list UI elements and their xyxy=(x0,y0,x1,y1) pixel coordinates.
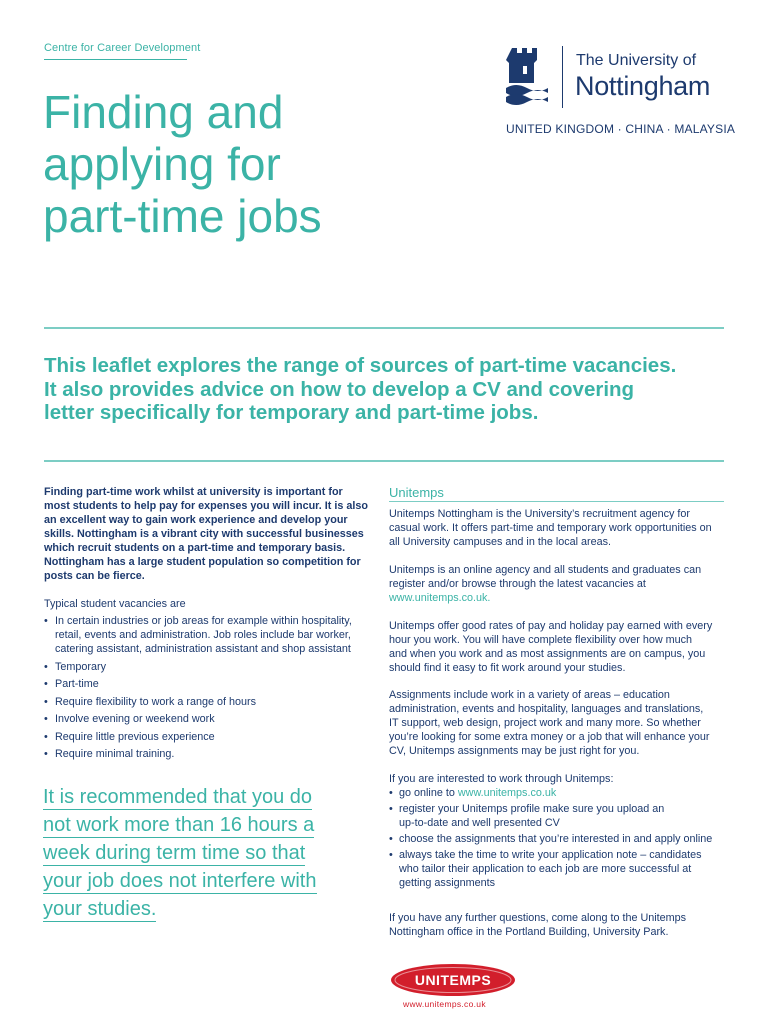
paragraph-line: casual work. It offers part-time and temporary work opportunities on xyxy=(389,522,712,534)
list-item-line: getting assignments xyxy=(399,877,496,889)
list-item xyxy=(44,677,374,691)
intro-line: letter specifically for temporary and part-time jobs. xyxy=(44,401,539,424)
unitemps-steps-list xyxy=(389,786,734,892)
list-item xyxy=(44,660,374,674)
paragraph-line: CV, Unitemps assignments may be just right for you. xyxy=(389,745,640,757)
lead-line: Nottingham has a large student population so competition for xyxy=(44,556,361,568)
unitemps-heading-underline xyxy=(389,501,724,502)
paragraph-line: Unitemps is an online agency and all students and graduates can xyxy=(389,564,702,576)
step-text: go online to xyxy=(399,787,458,799)
unitemps-link[interactable]: www.unitemps.co.uk. xyxy=(389,592,491,604)
list-item-line: • choose the assignments that you’re interested in and apply online xyxy=(399,833,713,845)
divider-bottom xyxy=(44,460,724,462)
unitemps-paragraph-3 xyxy=(389,619,734,675)
unitemps-paragraph-1 xyxy=(389,507,734,549)
unitemps-link[interactable]: www.unitemps.co.uk xyxy=(457,787,557,799)
paragraph-line: IT support, web design, project work and many more. So whether xyxy=(389,717,701,729)
lead-line: posts can be fierce. xyxy=(44,570,145,582)
logo-text-line2: Nottingham xyxy=(575,71,711,101)
list-item xyxy=(44,730,374,744)
list-item xyxy=(44,747,374,761)
department-label: Centre for Career Development xyxy=(44,42,201,54)
lead-line: an excellent way to gain work experience and develop your xyxy=(44,514,348,526)
quote-line: your job does not interfere with xyxy=(43,870,317,892)
pull-quote xyxy=(43,784,373,924)
quote-line: your studies. xyxy=(43,898,157,920)
paragraph-line: you’re looking for some extra money or a job that will enhance your xyxy=(389,731,710,743)
quote-line: It is recommended that you do xyxy=(43,786,313,808)
paragraph-line: administration, events and hospitality, languages and translations, xyxy=(389,703,704,715)
paragraph-line: register and/or browse through the latest vacancies at xyxy=(389,578,646,590)
paragraph-line: should find it easy to fit work around your studies. xyxy=(389,662,626,674)
lead-line: which recruit students on a part-time and temporary basis. xyxy=(44,542,346,554)
lead-line: most students to help pay for expenses you will incur. It is also xyxy=(44,500,368,512)
vacancies-list xyxy=(44,614,374,765)
paragraph-line: and when you work and as most assignments are on campus, you xyxy=(389,648,706,660)
logo-tagline: UNITED KINGDOM · CHINA · MALAYSIA xyxy=(506,122,736,136)
list-item xyxy=(389,802,734,830)
paragraph-line: Assignments include work in a variety of areas – education xyxy=(389,689,670,701)
list-item-line: • Part-time xyxy=(55,678,99,690)
list-item xyxy=(389,848,734,890)
lead-paragraph xyxy=(44,485,374,583)
list-item xyxy=(389,832,734,846)
castle-crest-icon xyxy=(504,44,550,108)
unitemps-logo-text: UNITEMPS xyxy=(414,972,492,988)
list-item-line: • always take the time to write your application note – candidates xyxy=(399,849,702,861)
unitemps-heading: Unitemps xyxy=(389,485,444,500)
unitemps-logo xyxy=(389,962,517,998)
quote-line: week during term time so that xyxy=(43,842,306,864)
logo-divider xyxy=(562,46,563,108)
divider-top xyxy=(44,327,724,329)
paragraph-line: Unitemps offer good rates of pay and holiday pay earned with every xyxy=(389,620,713,632)
unitemps-paragraph-4 xyxy=(389,688,734,758)
lead-line: skills. Nottingham is a vibrant city with successful businesses xyxy=(44,528,364,540)
vacancies-label: Typical student vacancies are xyxy=(44,598,186,610)
list-item-line: • Require little previous experience xyxy=(55,730,215,743)
lead-line: Finding part-time work whilst at university is important for xyxy=(44,486,343,498)
page-title xyxy=(43,86,322,242)
list-item-line: • In certain industries or job areas for example within hospitality, xyxy=(55,615,352,627)
list-item xyxy=(44,695,374,709)
unitemps-paragraph-2 xyxy=(389,563,734,605)
list-item-line: • Involve evening or weekend work xyxy=(55,713,215,725)
title-line: part-time jobs xyxy=(43,190,322,242)
paragraph-line: If you have any further questions, come along to the Unitemps xyxy=(389,912,687,924)
list-item-line: • register your Unitemps profile make sure you upload an xyxy=(399,803,665,815)
unitemps-paragraph-contact xyxy=(389,911,734,939)
title-line: Finding and xyxy=(43,86,284,138)
list-item-line: catering assistant, administration assistant and shop assistant xyxy=(55,643,351,655)
list-item-line xyxy=(399,786,734,800)
paragraph-line: hour you work. You will have complete flexibility over how much xyxy=(389,634,693,646)
list-item-line: • Require flexibility to work a range of hours xyxy=(55,695,257,708)
list-item-line: • Require minimal training. xyxy=(55,748,175,760)
list-item-line: up-to-date and well presented CV xyxy=(399,817,560,829)
unitemps-steps-intro: If you are interested to work through Unitemps: xyxy=(389,773,614,785)
intro-line: This leaflet explores the range of sources of part-time vacancies. xyxy=(44,354,677,377)
intro-line: It also provides advice on how to develop a CV and covering xyxy=(44,377,635,401)
list-item-line: • Temporary xyxy=(55,660,107,673)
title-line: applying for xyxy=(43,138,281,190)
list-item xyxy=(44,712,374,726)
list-item-line: retail, events and administration. Job roles include bar worker, xyxy=(55,629,351,641)
university-logo xyxy=(504,44,734,136)
paragraph-line: Nottingham office in the Portland Building, University Park. xyxy=(389,926,669,938)
paragraph-line: Unitemps Nottingham is the University’s recruitment agency for xyxy=(389,508,691,520)
list-item xyxy=(389,786,734,800)
logo-text-line1: The University of xyxy=(576,52,697,69)
paragraph-line: all University campuses and in the local areas. xyxy=(389,536,612,548)
list-item-line: who tailor their application to each job are more successful at xyxy=(399,863,692,875)
department-underline xyxy=(44,59,187,60)
intro-statement xyxy=(44,354,734,425)
list-item xyxy=(44,614,374,656)
quote-line: not work more than 16 hours a xyxy=(43,814,315,836)
unitemps-logo-url: www.unitemps.co.uk xyxy=(403,999,486,1009)
